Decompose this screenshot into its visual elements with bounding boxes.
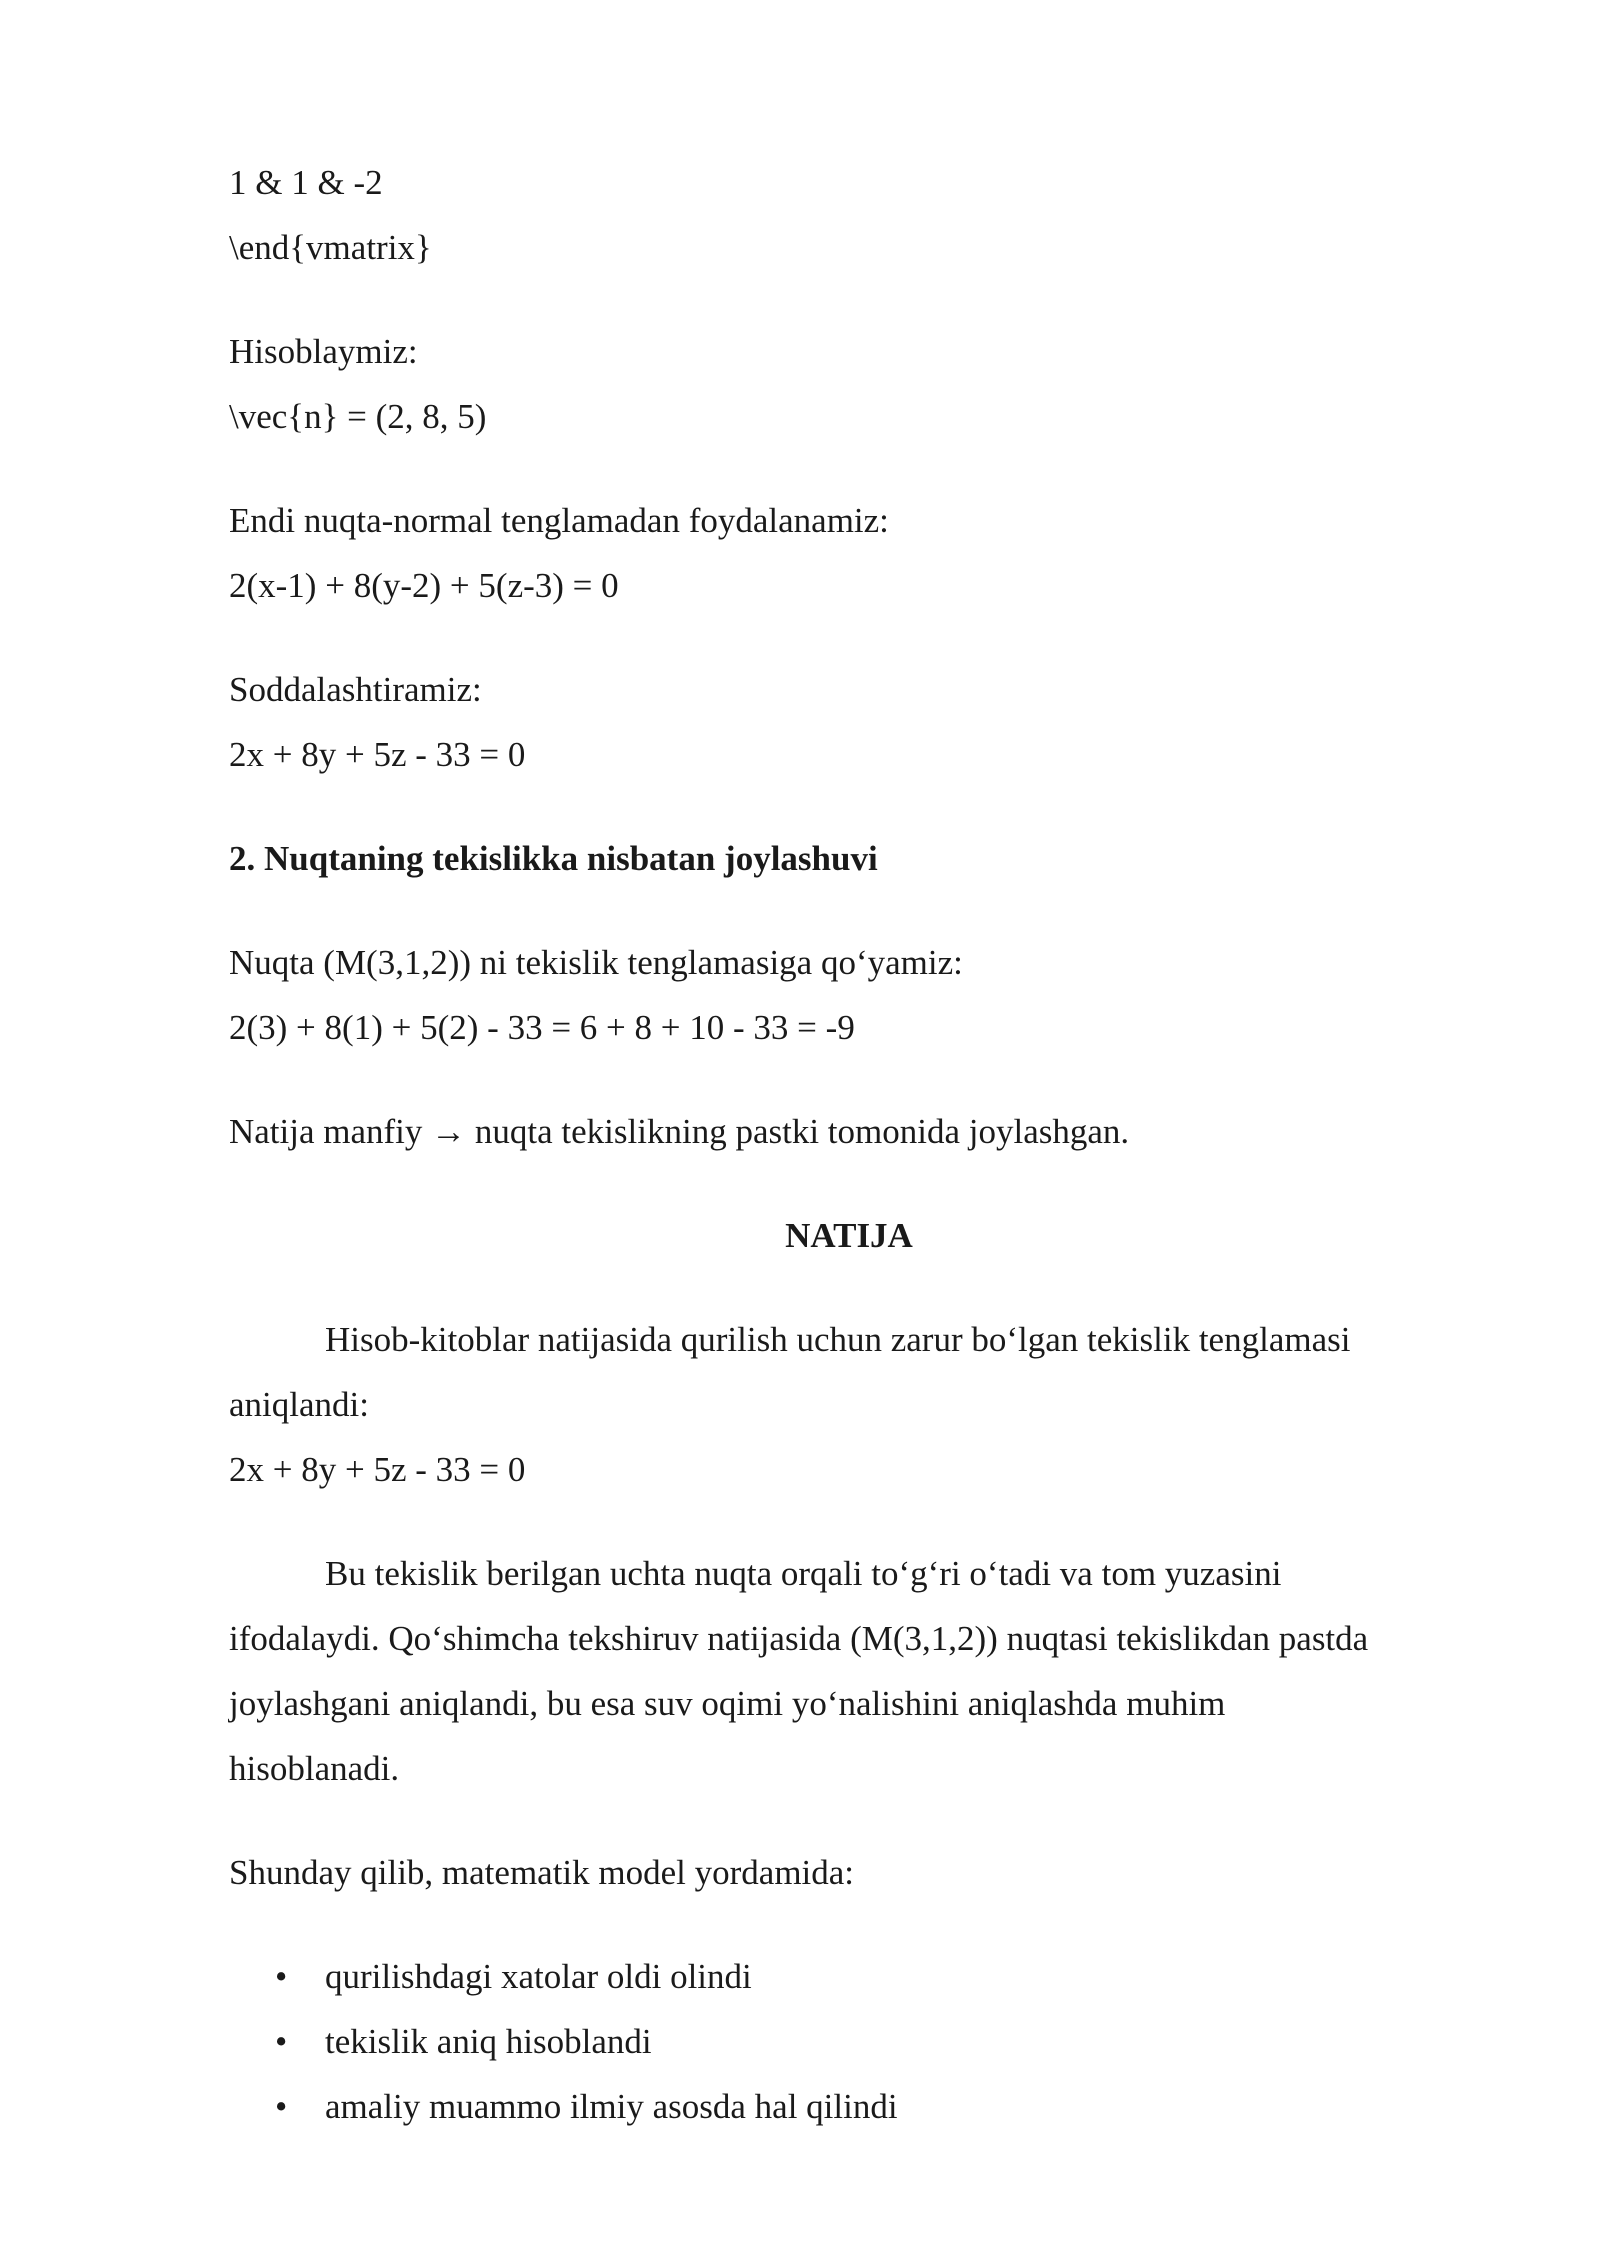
simplify-label: Soddalashtiramiz: [229,670,482,709]
point-normal-intro: Endi nuqta-normal tenglamadan foydalanamiz: [229,501,889,540]
list-item-text: amaliy muammo ilmiy asosda hal qilindi [325,2087,898,2126]
list-item [229,1944,1469,2009]
hisoblaymiz-label: Hisoblaymiz: [229,332,418,371]
discussion-paragraph-line: ifodalaydi. Qo‘shimcha tekshiruv natijasida (M(3,1,2)) nuqtasi tekislikdan pastda [229,1619,1369,1658]
conclusion-paragraph-line: aniqlandi: [229,1385,369,1424]
normal-vector-result: \vec{n} = (2, 8, 5) [229,397,487,436]
matrix-end-text: \end{vmatrix} [229,228,432,267]
bullet-icon: • [275,1957,288,1996]
point-normal-equation: 2(x-1) + 8(y-2) + 5(z-3) = 0 [229,566,619,605]
conclusion-equation: 2x + 8y + 5z - 33 = 0 [229,1450,526,1489]
matrix-row-text: 1 & 1 & -2 [229,163,383,202]
discussion-paragraph-line: hisoblanadi. [229,1749,400,1788]
spacer [229,449,1469,488]
natija-heading: NATIJA [785,1216,913,1255]
bullet-icon: • [275,2087,288,2126]
conclusion-paragraph-line: Hisob-kitoblar natijasida qurilish uchun zarur bo‘lgan tekislik tenglamasi [325,1320,1351,1359]
spacer [229,787,1469,826]
substitution-calc: 2(3) + 8(1) + 5(2) - 33 = 6 + 8 + 10 - 33 = -9 [229,1008,855,1047]
bullet-icon: • [275,2022,288,2061]
summary-intro: Shunday qilib, matematik model yordamida: [229,1853,855,1892]
summary-list [229,1944,1469,2139]
spacer [229,618,1469,657]
spacer [229,891,1469,930]
list-item-text: tekislik aniq hisoblandi [325,2022,652,2061]
spacer [229,1060,1469,1099]
spacer [229,1164,1469,1203]
discussion-paragraph-line: joylashgani aniqlandi, bu esa suv oqimi yo‘nalishini aniqlashda muhim [229,1684,1226,1723]
discussion-paragraph-line: Bu tekislik berilgan uchta nuqta orqali to‘g‘ri o‘tadi va tom yuzasini [325,1554,1282,1593]
list-item [229,2009,1469,2074]
document-page [229,150,1469,2139]
substitution-result: Natija manfiy → nuqta tekislikning pastki tomonida joylashgan. [229,1112,1130,1151]
spacer [229,1801,1469,1840]
spacer [229,1268,1469,1307]
list-item [229,2074,1469,2139]
spacer [229,1502,1469,1541]
section-heading: 2. Nuqtaning tekislikka nisbatan joylashuvi [229,839,878,878]
spacer [229,280,1469,319]
list-item-text: qurilishdagi xatolar oldi olindi [325,1957,752,1996]
plane-equation: 2x + 8y + 5z - 33 = 0 [229,735,526,774]
spacer [229,1905,1469,1944]
substitution-intro: Nuqta (M(3,1,2)) ni tekislik tenglamasiga qo‘yamiz: [229,943,963,982]
